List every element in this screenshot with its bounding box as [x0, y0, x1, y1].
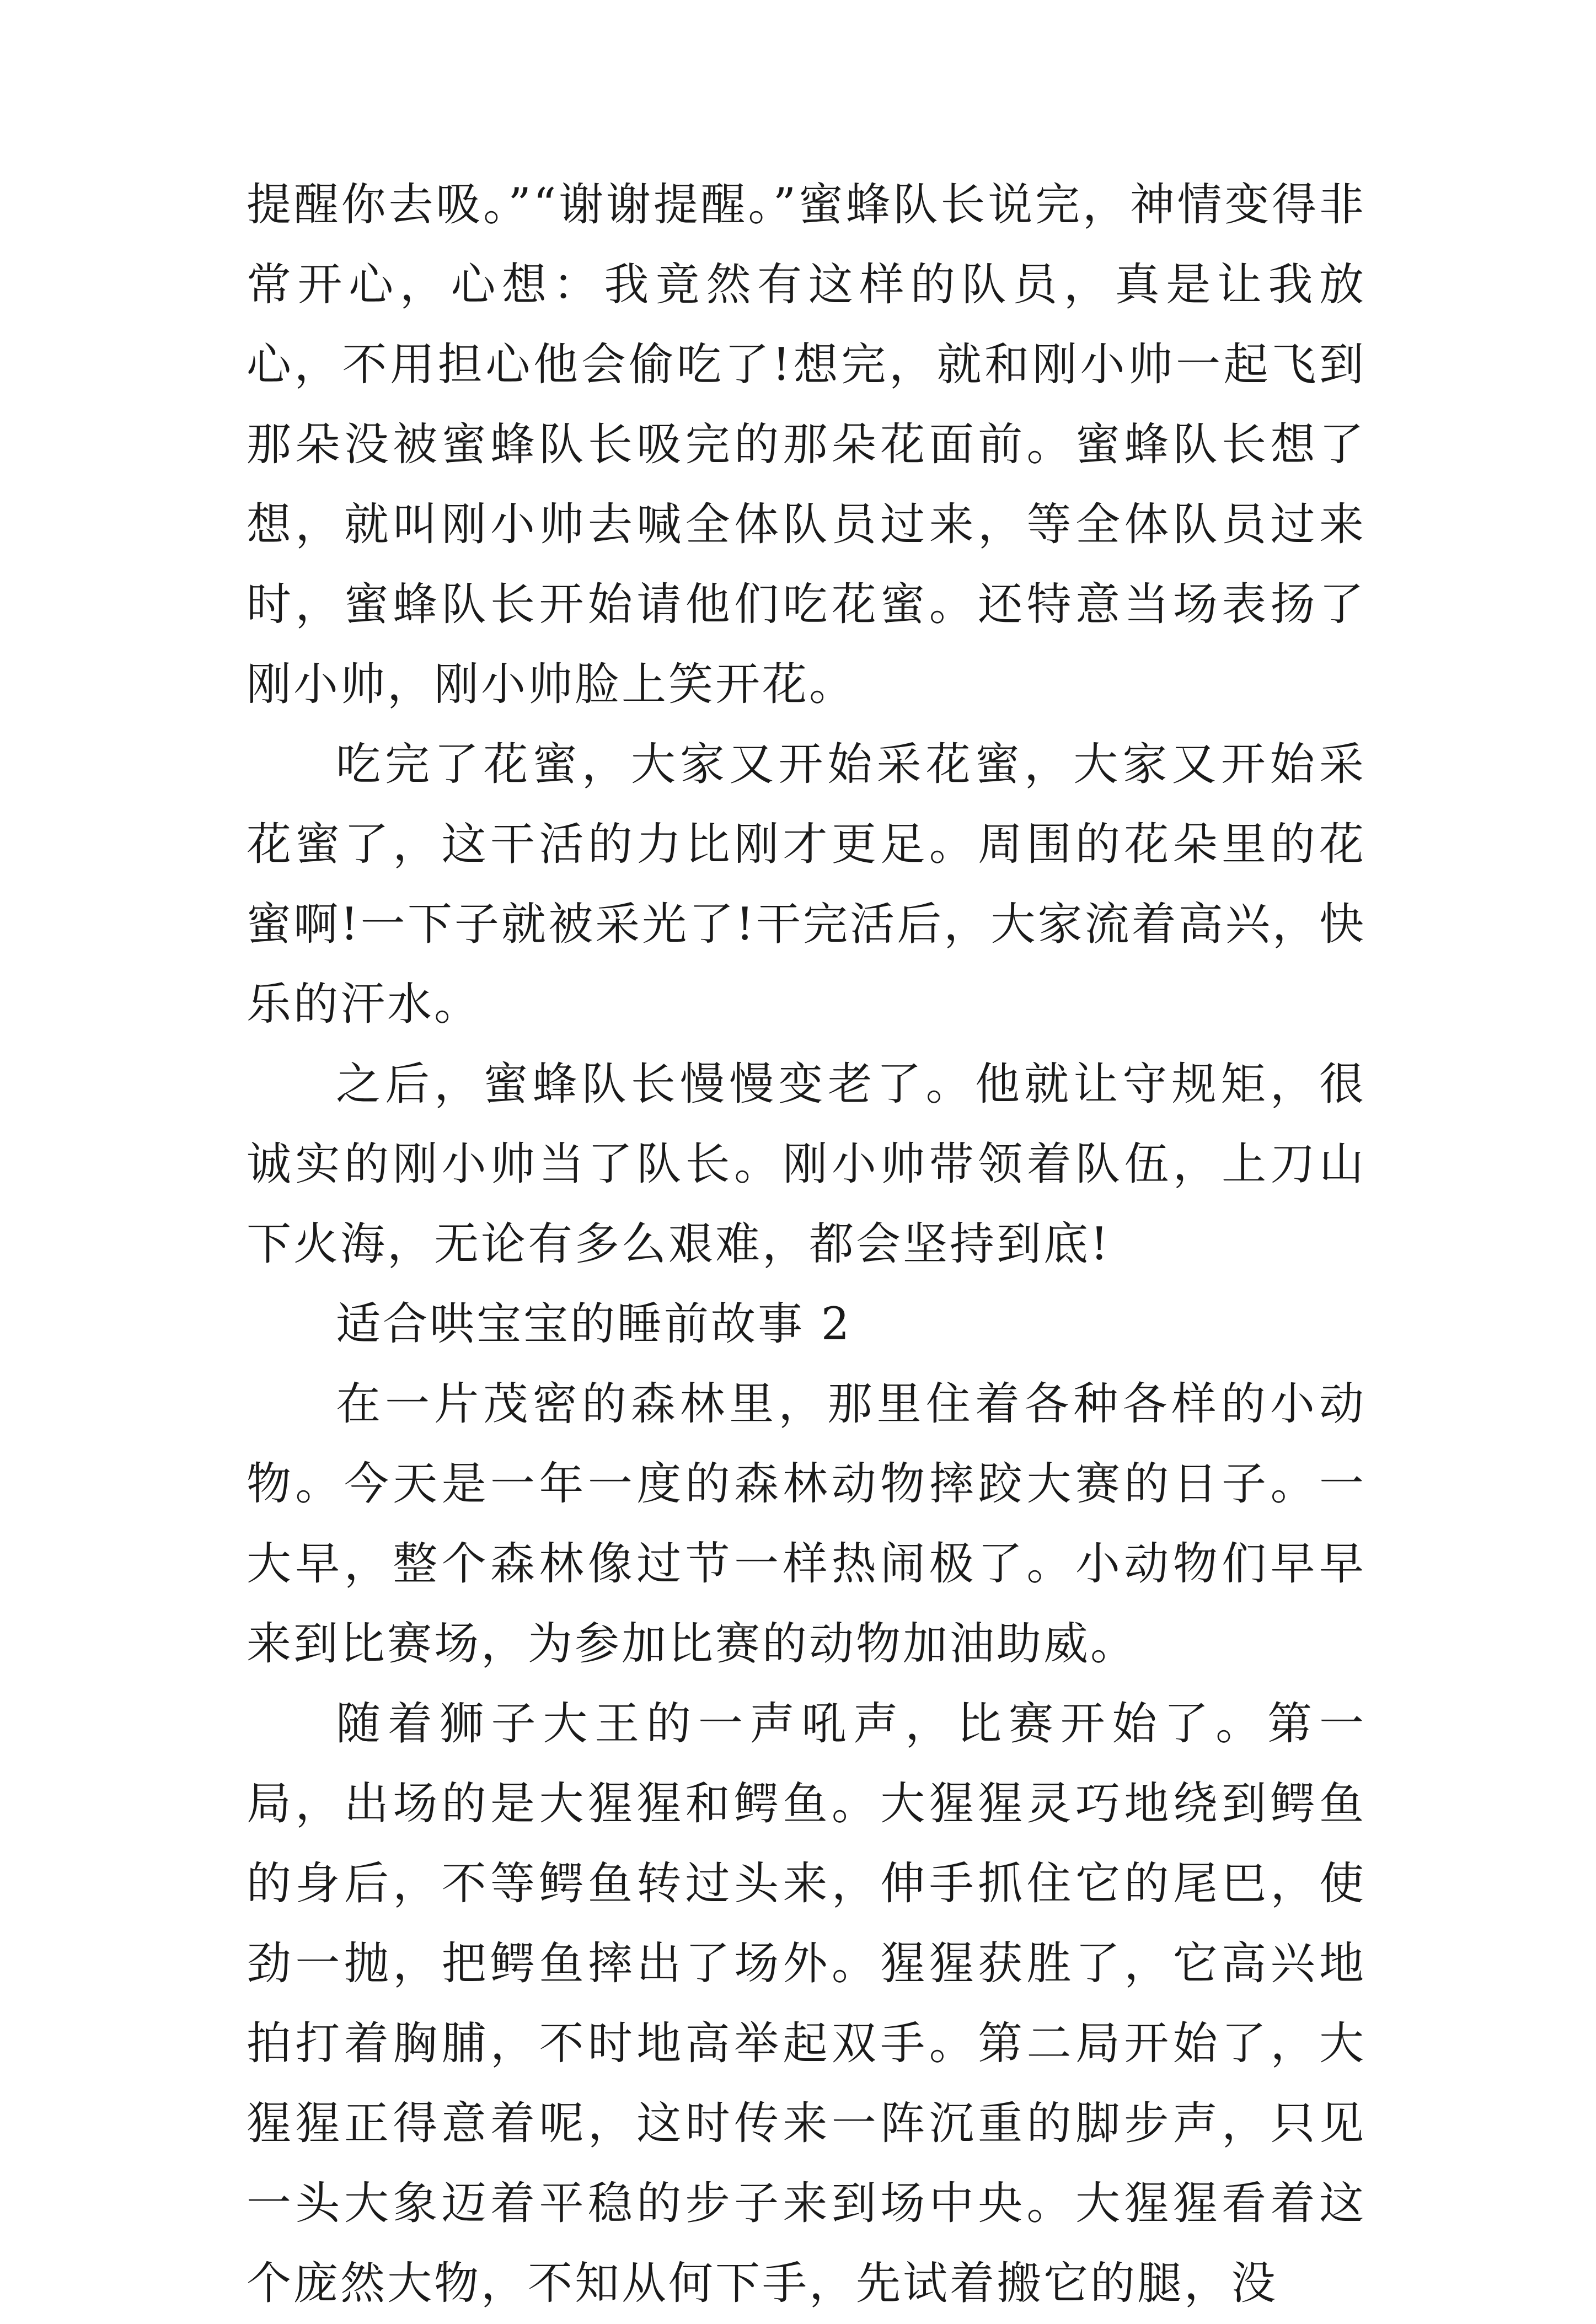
paragraph-1: 提醒你去吸。”“谢谢提醒。”蜜蜂队长说完，神情变得非常开心，心想：我竟然有这样的队员，真是让我放心，不用担心他会偷吃了!想完，就和刚小帅一起飞到那朵没被蜜蜂队长吸完的那朵花面前。蜜蜂队长想了想，就叫刚小帅去喊全体队员过来，等全体队员过来时，蜜蜂队长开始请他们吃花蜜。还特意当场表扬了刚小帅，刚小帅脸上笑开花。: [247, 179, 1366, 711]
paragraph-5: 随着狮子大王的一声吼声，比赛开始了。第一局，出场的是大猩猩和鳄鱼。大猩猩灵巧地绕到鳄鱼的身后，不等鳄鱼转过头来，伸手抓住它的尾巴，使劲一抛，把鳄鱼摔出了场外。猩猩获胜了，它高兴地拍打着胸脯，不时地高举起双手。第二局开始了，大猩猩正得意着呢，这时传来一阵沉重的脚步声，只见一头大象迈着平稳的步子来到场中央。大猩猩看着这个庞然大物，不知从何下手，先试着搬它的腿，没: [247, 1698, 1366, 2310]
paragraph-4: 在一片茂密的森林里，那里住着各种各样的小动物。今天是一年一度的森林动物摔跤大赛的日子。一大早，整个森林像过节一样热闹极了。小动物们早早来到比赛场，为参加比赛的动物加油助威。: [247, 1378, 1366, 1670]
paragraph-3: 之后，蜜蜂队长慢慢变老了。他就让守规矩，很诚实的刚小帅当了队长。刚小帅带领着队伍，上刀山下火海，无论有多么艰难，都会坚持到底!: [247, 1059, 1366, 1270]
paragraph-2: 吃完了花蜜，大家又开始采花蜜，大家又开始采花蜜了，这干活的力比刚才更足。周围的花朵里的花蜜啊!一下子就被采光了!干完活后，大家流着高兴，快乐的汗水。: [247, 739, 1366, 1030]
section-heading: 适合哄宝宝的睡前故事 2: [336, 1298, 852, 1350]
document-body: [247, 165, 1366, 2324]
